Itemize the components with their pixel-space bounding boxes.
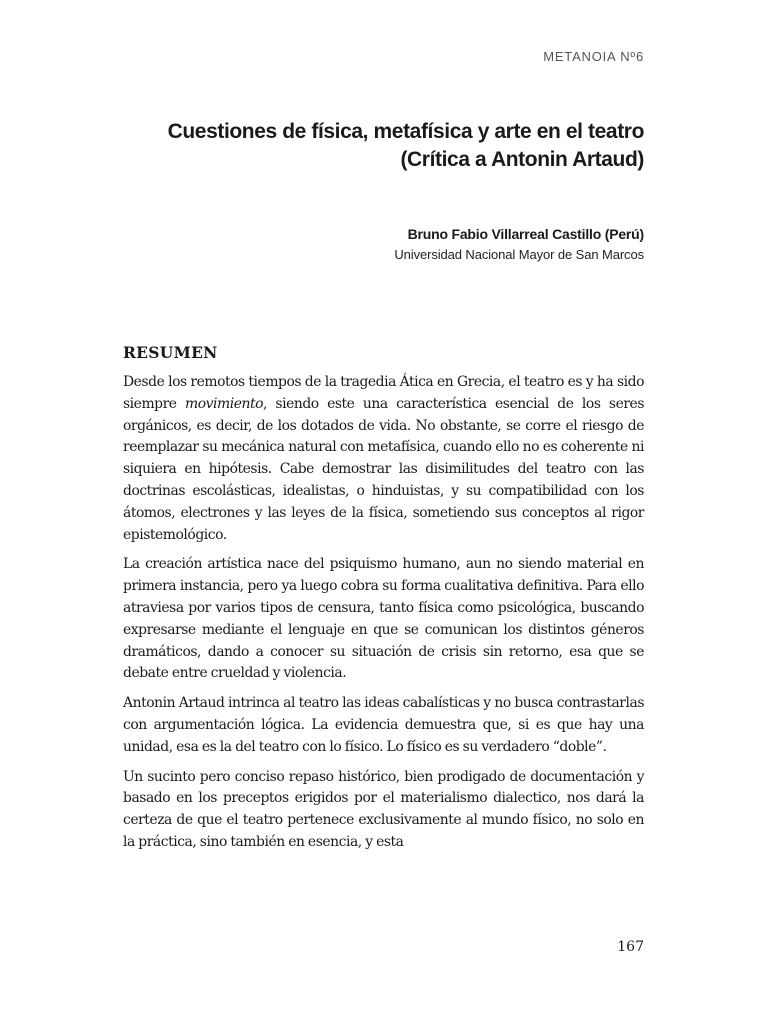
page-number: 167: [617, 939, 644, 955]
abstract-paragraph-1: [123, 372, 644, 546]
emphasis-movimiento: movimiento: [184, 395, 264, 412]
paragraph-1-text-end: , siendo este una característica esencial de los seres orgánicos, es decir, de los dotados de vida. No obstante, se corre el riesgo de reemplazar su mecánica natural con metafísica, cuando ello no es coherente ni siquiera en hipótesis. Cabe demostrar las disimilitudes del teatro con las doctrinas escolásticas, idealistas, o hinduistas, y su compatibilidad con los átomos, electrones y las leyes de la física, sometiendo sus conceptos al rigor epistemológico.: [123, 395, 644, 543]
author-name: Bruno Fabio Villarreal Castillo (Perú): [407, 226, 644, 242]
author-block: [124, 224, 644, 264]
abstract-paragraph-3: Antonin Artaud intrinca al teatro las ideas cabalísticas y no busca contrastarlas con argumentación lógica. La evidencia demuestra que, si es que hay una unidad, esa es la del teatro con lo físico. Lo físico es su verdadero “doble”.: [123, 695, 644, 755]
author-affiliation: Universidad Nacional Mayor de San Marcos: [394, 247, 644, 262]
article-title: [124, 118, 644, 174]
section-heading: RESUMEN: [123, 343, 218, 362]
abstract-section: [123, 342, 644, 862]
article-title-line-1: Cuestiones de física, metafísica y arte en el teatro: [167, 120, 644, 143]
article-title-line-2: (Crítica a Antonin Artaud): [400, 148, 644, 171]
abstract-paragraph-4: Un sucinto pero conciso repaso histórico, bien prodigado de documentación y basado en los preceptos erigidos por el materialismo dialectico, nos dará la certeza de que el teatro pertenece exclusivamente al mundo físico, no solo en la práctica, sino también en esencia, y esta: [123, 768, 644, 850]
running-head: METANOIA Nº6: [543, 49, 644, 64]
title-block: [124, 118, 644, 174]
paragraph-1-text-start: Desde los remotos tiempos de la tragedia Ática en Grecia, el teatro es y ha sido siempre: [123, 374, 644, 412]
abstract-paragraph-2: La creación artística nace del psiquismo humano, aun no siendo material en primera instancia, pero ya luego cobra su forma cualitativa definitiva. Para ello atraviesa por varios tipos de censura, tanto física como psicológica, buscando expresarse mediante el lenguaje en que se comunican los distintos géneros dramáticos, dando a conocer su situación de crisis sin retorno, esa que se debate entre crueldad y violencia.: [123, 556, 644, 682]
